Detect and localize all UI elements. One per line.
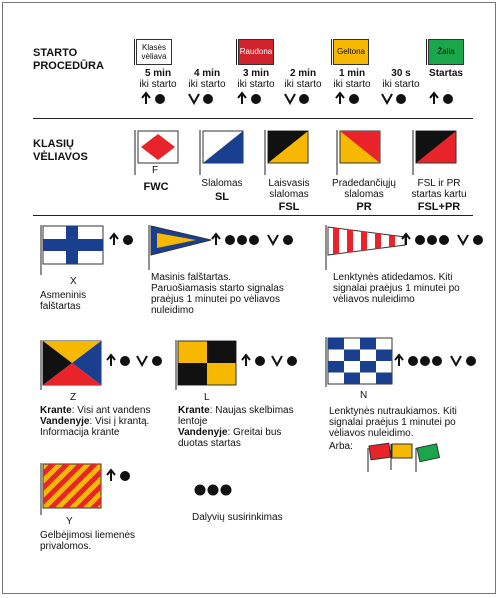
pennant-description: Masinis falštartas. Paruošiamasis starto signalas praėjus 1 minutei po vėliavos nuleidimo — [151, 272, 284, 316]
sl-label: Slalomas — [201, 178, 243, 189]
x-flag — [40, 225, 108, 275]
up-dot-icon — [105, 468, 137, 482]
y-letter: Y — [66, 516, 73, 527]
start-procedure-heading: STARTO PROCEDŪRA — [33, 47, 104, 72]
up-dot-down-dot-icon — [105, 353, 165, 367]
three-dots-icon — [194, 483, 234, 497]
timeline-5min: 5 min iki starto — [139, 68, 177, 90]
up-three-dots-down-dot-icon — [210, 232, 300, 246]
pr-flag — [336, 130, 384, 175]
l-letter: L — [204, 392, 210, 403]
up-dot-icon — [334, 91, 364, 105]
fwc-letter: F — [151, 165, 159, 176]
n-letter: N — [360, 390, 368, 401]
timeline-4min: 4 min iki starto — [188, 68, 226, 90]
class-flag-pole — [134, 39, 135, 65]
ap-flag — [325, 225, 407, 270]
divider — [33, 215, 473, 216]
timeline-2min: 2 min iki starto — [284, 68, 322, 90]
fwc-code: FWC — [143, 181, 169, 193]
x-description: Asmeninis falštartas — [40, 290, 87, 312]
l-description: Krante: Naujas skelbimas lentoje Vandenyje: Greitai bus duotas startas — [178, 405, 294, 449]
dots-description: Dalyvių susirinkimas — [192, 512, 283, 523]
class-flags-heading: KLASIŲ VĖLIAVOS — [33, 138, 88, 163]
red-flag: Raudona — [238, 39, 274, 65]
ap-description: Lenktynės atidedamos. Kiti signalai praėjus 1 minutei po vėliavos nuleidimo — [333, 272, 460, 305]
yellow-flag-pole — [331, 39, 332, 65]
down-dot-icon — [381, 91, 411, 105]
z-description: Krante: Visi ant vandens Vandenyje: Visi į krantą. Informacija krante — [40, 405, 151, 438]
fsl-pr-label: FSL ir PR startas kartu — [411, 178, 467, 200]
red-flag-pole — [236, 39, 237, 65]
up-dot-down-dot-icon — [240, 353, 300, 367]
green-flag: Žalia — [428, 39, 464, 65]
n-or-label: Arba: — [329, 441, 353, 452]
y-description: Gelbėjimosi liemenės privalomos. — [40, 530, 136, 552]
timeline-3min: 3 min iki starto — [237, 68, 275, 90]
yellow-flag: Geltona — [333, 39, 369, 65]
divider — [33, 118, 473, 119]
up-three-dots-down-dot-icon — [393, 353, 493, 367]
first-substitute-pennant — [148, 225, 213, 270]
sl-flag — [199, 130, 247, 175]
fsl-label: Laisvasis slalomas — [268, 178, 310, 200]
class-flag: Klasės vėliava — [136, 39, 172, 65]
x-letter: X — [70, 276, 77, 287]
up-dot-icon — [428, 91, 458, 105]
up-dot-icon — [108, 232, 140, 246]
red-yellow-green-flags — [362, 442, 472, 474]
z-flag — [40, 340, 105, 390]
timeline-30s: 30 s iki starto — [382, 68, 420, 90]
l-flag — [175, 340, 240, 390]
timeline-1min: 1 min iki starto — [333, 68, 371, 90]
fsl-code: FSL — [278, 201, 300, 213]
y-flag — [40, 463, 105, 515]
n-description: Lenktynės nutraukiamos. Kiti signalai praėjus 1 minutei po vėliavos nuleidimo. — [329, 406, 457, 439]
fsl-pr-flag — [412, 130, 460, 175]
fsl-flag — [264, 130, 312, 175]
up-dot-icon — [140, 91, 170, 105]
timeline-start: Startas — [429, 68, 463, 79]
n-flag — [325, 337, 395, 387]
up-three-dots-down-dot-icon — [400, 232, 492, 246]
fsl-pr-code: FSL+PR — [417, 201, 461, 213]
down-dot-icon — [188, 91, 218, 105]
up-dot-icon — [236, 91, 266, 105]
pr-label: Pradedančiųjų slalomas — [332, 178, 396, 200]
green-flag-pole — [426, 39, 427, 65]
down-dot-icon — [284, 91, 314, 105]
sl-code: SL — [214, 191, 230, 203]
pr-code: PR — [356, 201, 372, 213]
z-letter: Z — [70, 392, 77, 403]
